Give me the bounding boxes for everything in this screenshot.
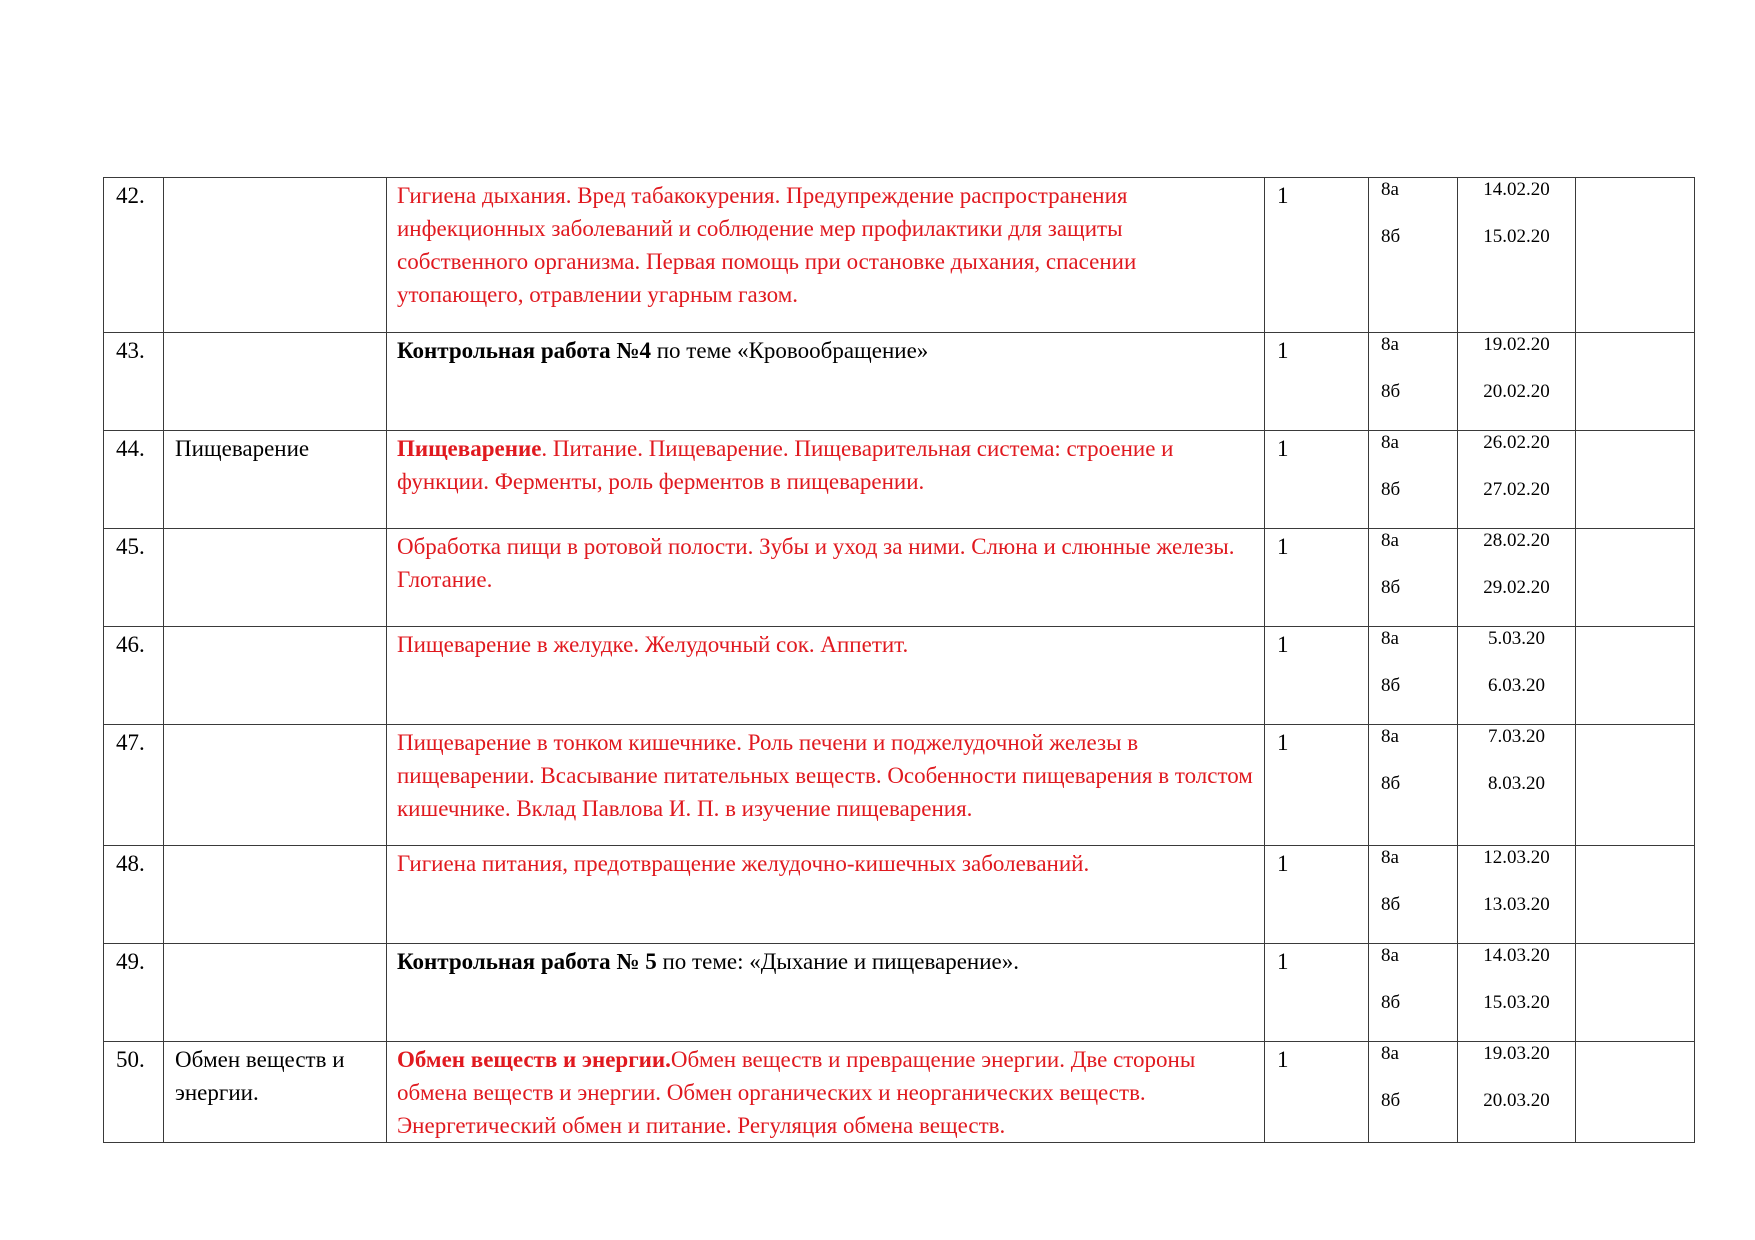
section-cell [164,431,387,529]
note-cell [1576,529,1695,627]
lesson-date: 13.03.20 [1483,894,1550,915]
lesson-date: 7.03.20 [1488,726,1545,747]
topic-text: Контрольная работа №4 [397,338,651,363]
table-row [104,846,1695,944]
lesson-number-cell [104,725,164,846]
lesson-number: 44. [116,436,145,461]
hours-cell [1265,725,1369,846]
section-cell [164,846,387,944]
lesson-date: 5.03.20 [1488,628,1545,649]
topic-text: . Питание. Пищеварение. Пищеварительная система: строение и функции. Ферменты, роль ферментов в пищеварении. [397,436,1174,494]
hours-cell [1265,627,1369,725]
lesson-number-cell [104,846,164,944]
date-cell [1458,1042,1576,1143]
lesson-number: 49. [116,949,145,974]
hours-count: 1 [1277,338,1289,363]
note-cell [1576,944,1695,1042]
lesson-rows [104,178,1695,1143]
date-cell [1458,178,1576,333]
section-title: Обмен веществ и энергии. [175,1047,345,1105]
class-cell [1369,529,1458,627]
lesson-number-cell [104,431,164,529]
topic-text: Обработка пищи в ротовой полости. Зубы и уход за ними. Слюна и слюнные железы. Глотание. [397,534,1235,592]
class-label: 8б [1381,675,1401,696]
topic-text: Пищеварение [397,436,542,461]
lesson-number: 50. [116,1047,145,1072]
lesson-number: 48. [116,851,145,876]
date-cell [1458,333,1576,431]
class-label: 8б [1381,1090,1401,1111]
section-cell [164,333,387,431]
class-cell [1369,846,1458,944]
class-label: 8б [1381,381,1401,402]
section-cell [164,1042,387,1143]
hours-cell [1265,333,1369,431]
lesson-date: 27.02.20 [1483,479,1550,500]
class-label: 8а [1381,1043,1399,1064]
table-row [104,627,1695,725]
lesson-date: 6.03.20 [1488,675,1545,696]
section-cell [164,178,387,333]
date-cell [1458,944,1576,1042]
table-row [104,1042,1695,1143]
class-label: 8а [1381,432,1399,453]
class-label: 8б [1381,894,1401,915]
lesson-number: 42. [116,183,145,208]
date-cell [1458,846,1576,944]
note-cell [1576,627,1695,725]
lesson-topic-cell [387,944,1265,1042]
class-label: 8а [1381,628,1399,649]
class-label: 8б [1381,226,1401,247]
lesson-number: 46. [116,632,145,657]
topic-text: Пищеварение в тонком кишечнике. Роль печени и поджелудочной железы в пищеварении. Всасывание питательных веществ. Особенности пищеварения в толстом кишечнике. Вклад Павлова И. П. в изучение пищеварения. [397,730,1253,821]
note-cell [1576,846,1695,944]
class-cell [1369,944,1458,1042]
hours-count: 1 [1277,1047,1289,1072]
hours-count: 1 [1277,851,1289,876]
note-cell [1576,431,1695,529]
section-cell [164,944,387,1042]
class-label: 8а [1381,530,1399,551]
lesson-plan-table [103,177,1695,1143]
lesson-date: 28.02.20 [1483,530,1550,551]
class-cell [1369,725,1458,846]
lesson-number-cell [104,944,164,1042]
section-cell [164,627,387,725]
hours-count: 1 [1277,632,1289,657]
lesson-topic-cell [387,1042,1265,1143]
section-title: Пищеварение [175,436,310,461]
class-label: 8а [1381,334,1399,355]
lesson-number: 45. [116,534,145,559]
class-label: 8а [1381,726,1399,747]
topic-text: по теме: «Дыхание и пищеварение». [656,949,1019,974]
lesson-date: 26.02.20 [1483,432,1550,453]
table-row [104,178,1695,333]
class-label: 8б [1381,773,1401,794]
table-row [104,431,1695,529]
class-cell [1369,431,1458,529]
hours-cell [1265,431,1369,529]
topic-text: по теме «Кровообращение» [651,338,929,363]
class-cell [1369,178,1458,333]
section-cell [164,529,387,627]
hours-cell [1265,944,1369,1042]
lesson-date: 15.03.20 [1483,992,1550,1013]
hours-cell [1265,178,1369,333]
lesson-date: 19.02.20 [1483,334,1550,355]
lesson-number-cell [104,333,164,431]
lesson-number-cell [104,627,164,725]
lesson-topic-cell [387,725,1265,846]
table-row [104,529,1695,627]
table-row [104,944,1695,1042]
class-label: 8а [1381,847,1399,868]
lesson-topic-cell [387,178,1265,333]
date-cell [1458,431,1576,529]
lesson-number-cell [104,1042,164,1143]
lesson-date: 12.03.20 [1483,847,1550,868]
section-cell [164,725,387,846]
lesson-date: 19.03.20 [1483,1043,1550,1064]
lesson-topic-cell [387,529,1265,627]
lesson-date: 20.03.20 [1483,1090,1550,1111]
lesson-number-cell [104,529,164,627]
class-label: 8б [1381,479,1401,500]
table-row [104,725,1695,846]
lesson-date: 14.02.20 [1483,179,1550,200]
hours-cell [1265,1042,1369,1143]
lesson-topic-cell [387,431,1265,529]
hours-cell [1265,846,1369,944]
lesson-date: 14.03.20 [1483,945,1550,966]
class-cell [1369,627,1458,725]
hours-count: 1 [1277,534,1289,559]
hours-count: 1 [1277,183,1289,208]
note-cell [1576,333,1695,431]
class-label: 8б [1381,577,1401,598]
hours-count: 1 [1277,730,1289,755]
date-cell [1458,529,1576,627]
hours-count: 1 [1277,949,1289,974]
hours-count: 1 [1277,436,1289,461]
lesson-number-cell [104,178,164,333]
lesson-date: 8.03.20 [1488,773,1545,794]
class-label: 8б [1381,992,1401,1013]
lesson-number: 47. [116,730,145,755]
lesson-date: 20.02.20 [1483,381,1550,402]
note-cell [1576,1042,1695,1143]
class-label: 8а [1381,945,1399,966]
lesson-topic-cell [387,333,1265,431]
topic-text: Обмен веществ и превращение энергии. Две стороны обмена веществ и энергии. Обмен органических и неорганических веществ. Энергетический обмен и питание. Регуляция обмена веществ. [397,1047,1196,1138]
note-cell [1576,725,1695,846]
date-cell [1458,627,1576,725]
class-label: 8а [1381,179,1399,200]
topic-text: Гигиена дыхания. Вред табакокурения. Предупреждение распространения инфекционных заболеваний и соблюдение мер профилактики для защиты собственного организма. Первая помощь при остановке дыхания, спасении утопающего, отравлении угарным газом. [397,183,1137,307]
lesson-topic-cell [387,627,1265,725]
topic-text: Пищеварение в желудке. Желудочный сок. Аппетит. [397,632,909,657]
table-row [104,333,1695,431]
hours-cell [1265,529,1369,627]
note-cell [1576,178,1695,333]
lesson-number: 43. [116,338,145,363]
topic-text: Гигиена питания, предотвращение желудочно-кишечных заболеваний. [397,851,1090,876]
lesson-topic-cell [387,846,1265,944]
lesson-date: 15.02.20 [1483,226,1550,247]
topic-text: Обмен веществ и энергии. [397,1047,671,1072]
lesson-date: 29.02.20 [1483,577,1550,598]
date-cell [1458,725,1576,846]
topic-text: Контрольная работа № 5 [397,949,657,974]
class-cell [1369,333,1458,431]
class-cell [1369,1042,1458,1143]
